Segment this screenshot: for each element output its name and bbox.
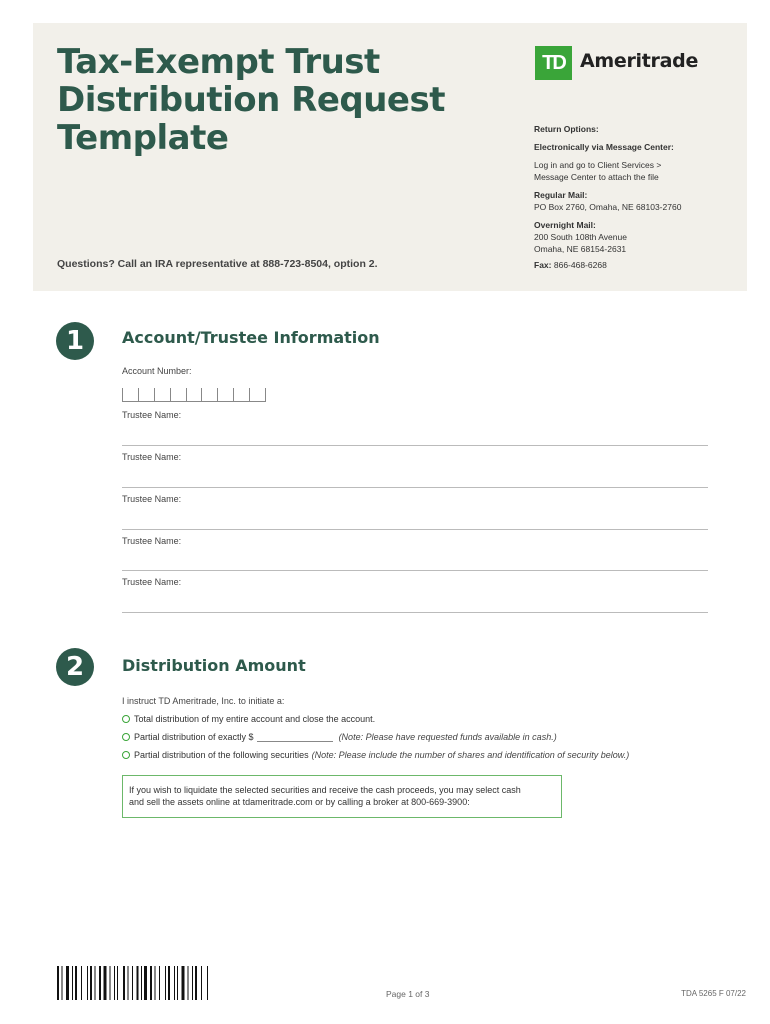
note-line-1: If you wish to liquidate the selected securities and receive the cash proceeds, you may select cash (129, 785, 521, 795)
regular-mail-label: Regular Mail: (534, 190, 588, 200)
trustee-name-field-1[interactable] (122, 445, 708, 446)
section-2-number: 2 (56, 648, 94, 686)
option-label: Total distribution of my entire account and close the account. (134, 714, 376, 724)
header-panel (33, 23, 747, 291)
td-logo-mark: TD (535, 46, 572, 80)
option-label: Partial distribution of exactly $ (134, 732, 254, 742)
instruct-text: I instruct TD Ameritrade, Inc. to initiate a: (122, 696, 285, 706)
trustee-name-label-4: Trustee Name: (122, 536, 182, 546)
option-total-distribution[interactable] (122, 714, 375, 724)
account-number-label: Account Number: (122, 366, 192, 376)
section-1-title: Account/Trustee Information (122, 328, 380, 347)
barcode-icon (57, 966, 259, 1000)
radio-icon[interactable] (122, 751, 130, 759)
return-options-heading: Return Options: (534, 124, 599, 134)
trustee-name-field-2[interactable] (122, 487, 708, 488)
section-1-number: 1 (56, 322, 94, 360)
option-label: Partial distribution of the following securities (134, 750, 309, 760)
overnight-line-2: Omaha, NE 68154-2631 (534, 244, 627, 254)
return-options (534, 123, 744, 255)
account-number-field[interactable] (122, 388, 266, 402)
fax-label: Fax: (534, 260, 552, 270)
regular-mail-address: PO Box 2760, Omaha, NE 68103-2760 (534, 202, 682, 212)
section-2-title: Distribution Amount (122, 656, 306, 675)
logo-brand-text: Ameritrade (580, 50, 699, 72)
amount-field[interactable] (257, 732, 333, 742)
electronic-line-2: Message Center to attach the file (534, 172, 659, 182)
fax-number: 866-468-6268 (553, 260, 607, 270)
fax-info (534, 260, 607, 270)
title-line-3: Template (57, 118, 229, 158)
form-id: TDA 5265 F 07/22 (681, 989, 746, 998)
page-title (57, 43, 477, 157)
trustee-name-label-3: Trustee Name: (122, 494, 182, 504)
overnight-mail-label: Overnight Mail: (534, 220, 596, 230)
note-line-2: and sell the assets online at tdameritrade.com or by calling a broker at 800-669-3900: (129, 797, 470, 807)
radio-icon[interactable] (122, 733, 130, 741)
title-line-1: Tax-Exempt Trust (57, 42, 380, 82)
trustee-name-field-5[interactable] (122, 612, 708, 613)
title-line-2: Distribution Request (57, 80, 445, 120)
trustee-name-label-1: Trustee Name: (122, 410, 182, 420)
trustee-name-field-4[interactable] (122, 570, 708, 571)
option-partial-cash[interactable] (122, 732, 557, 742)
questions-text: Questions? Call an IRA representative at 888-723-8504, option 2. (57, 258, 378, 270)
option-note: (Note: Please include the number of shares and identification of security below.) (311, 750, 630, 760)
page-number: Page 1 of 3 (386, 989, 430, 999)
overnight-line-1: 200 South 108th Avenue (534, 232, 627, 242)
trustee-name-field-3[interactable] (122, 529, 708, 530)
liquidation-note-box (122, 775, 562, 818)
electronic-label: Electronically via Message Center: (534, 142, 674, 152)
trustee-name-label-5: Trustee Name: (122, 577, 182, 587)
radio-icon[interactable] (122, 715, 130, 723)
option-note: (Note: Please have requested funds available in cash.) (338, 732, 557, 742)
trustee-name-label-2: Trustee Name: (122, 452, 182, 462)
electronic-line-1: Log in and go to Client Services > (534, 160, 662, 170)
option-partial-securities[interactable] (122, 750, 629, 760)
